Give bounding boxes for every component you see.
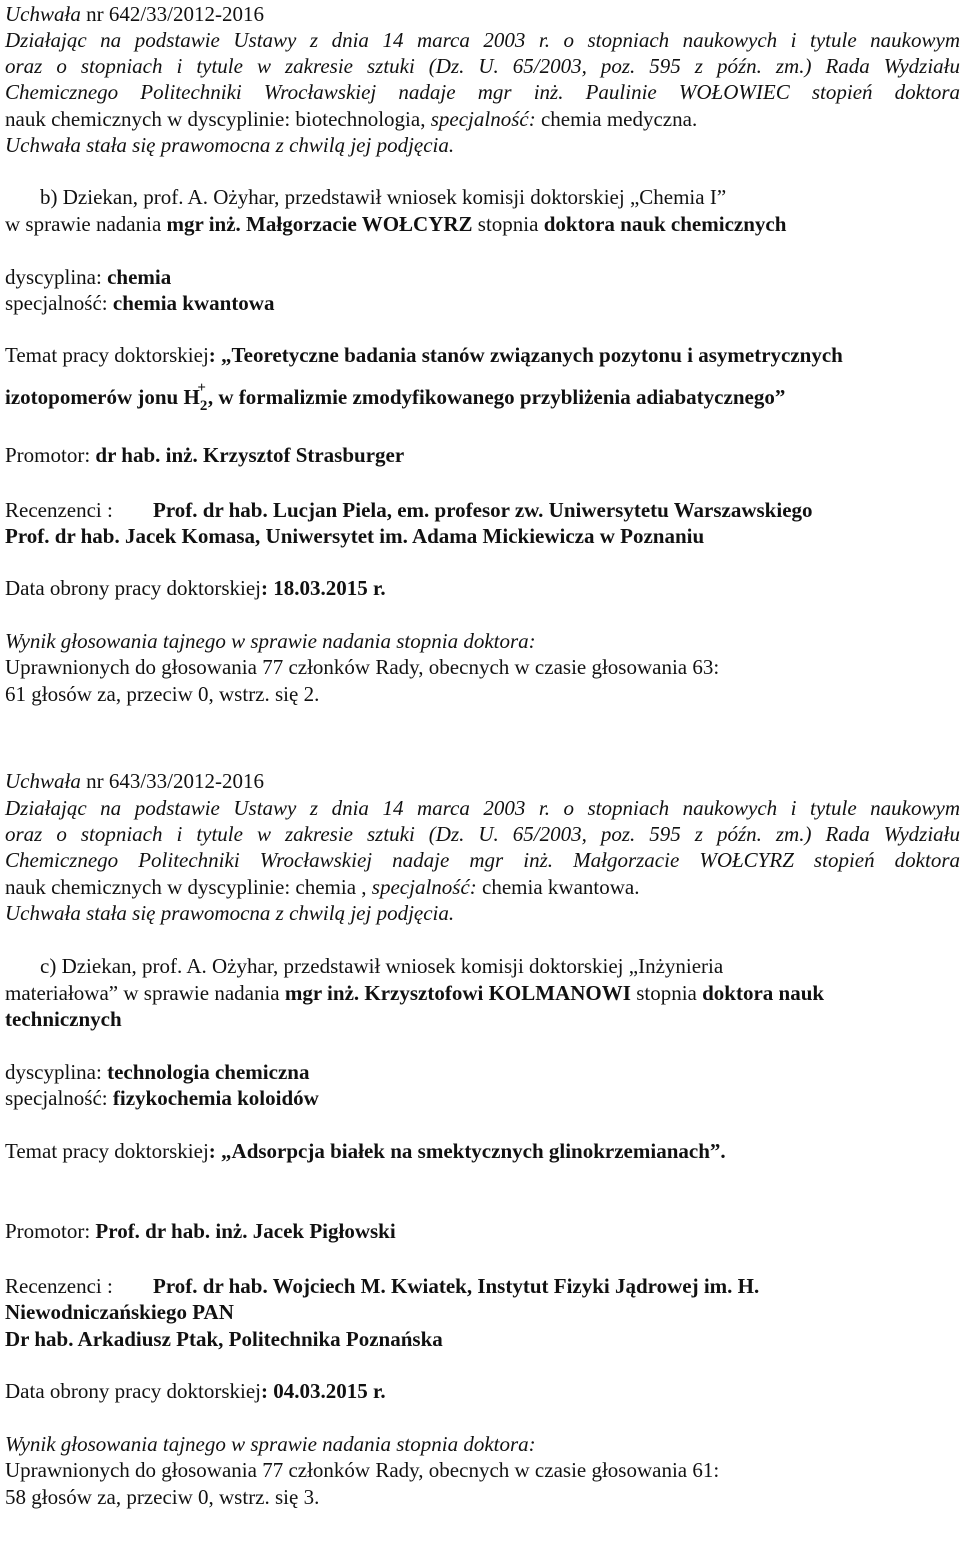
specialty: specjalność: fizykochemia koloidów (5, 1086, 319, 1110)
resolution-642-validity: Uchwała stała się prawomocna z chwilą jej podjęcia. (5, 133, 455, 157)
motion-b-line-2: w sprawie nadania mgr inż. Małgorzacie WOŁCYRZ stopnia doktora nauk chemicznych (5, 212, 787, 236)
thesis-topic-line-2: izotopomerów jonu $H_2^+$, w formalizmie zmodyfikowanego przybliżenia adiabatycznego” (5, 380, 786, 414)
vote-line-2: 61 głosów za, przeciw 0, wstrz. się 2. (5, 682, 320, 706)
motion-c-line-2: materiałowa” w sprawie nadania mgr inż. Krzysztofowi KOLMANOWI stopnia doktora nauk (5, 981, 825, 1005)
promoter: Promotor: dr hab. inż. Krzysztof Strasburger (5, 443, 405, 467)
resolution-642-line-4: nauk chemicznych w dyscyplinie: biotechnologia, specjalność: chemia medyczna. (5, 107, 698, 131)
vote-title: Wynik głosowania tajnego w sprawie nadania stopnia doktora: (5, 1432, 536, 1456)
vote-title: Wynik głosowania tajnego w sprawie nadania stopnia doktora: (5, 629, 536, 653)
resolution-643-validity: Uchwała stała się prawomocna z chwilą jej podjęcia. (5, 901, 455, 925)
discipline: dyscyplina: chemia (5, 265, 172, 289)
motion-b-line-1: b) Dziekan, prof. A. Ożyhar, przedstawił wniosek komisji doktorskiej „Chemia I” (40, 185, 727, 209)
reviewers-line-1-cont: Niewodniczańskiego PAN (5, 1300, 234, 1324)
resolution-642-line-1: Działając na podstawie Ustawy z dnia 14 marca 2003 r. o stopniach naukowych i tytule naukowym (5, 28, 960, 52)
defense-date: Data obrony pracy doktorskiej: 18.03.2015 r. (5, 576, 386, 600)
vote-line-2: 58 głosów za, przeciw 0, wstrz. się 3. (5, 1485, 320, 1509)
reviewers-line-1: Recenzenci : Prof. dr hab. Wojciech M. Kwiatek, Instytut Fizyki Jądrowej im. H. (5, 1274, 760, 1298)
resolution-number: nr 643/33/2012-2016 (80, 769, 264, 793)
resolution-643-title (5, 768, 264, 794)
defense-date: Data obrony pracy doktorskiej: 04.03.2015 r. (5, 1379, 386, 1403)
reviewers-line-2: Prof. dr hab. Jacek Komasa, Uniwersytet im. Adama Mickiewicza w Poznaniu (5, 524, 705, 548)
resolution-642-title (5, 1, 264, 27)
resolution-word: Uchwała (5, 769, 81, 793)
thesis-topic-line-1: Temat pracy doktorskiej: „Teoretyczne badania stanów związanych pozytonu i asymetrycznych (5, 343, 843, 367)
thesis-topic: Temat pracy doktorskiej: „Adsorpcja białek na smektycznych glinokrzemianach”. (5, 1139, 726, 1163)
vote-line-1: Uprawnionych do głosowania 77 członków Rady, obecnych w czasie głosowania 61: (5, 1458, 720, 1482)
discipline: dyscyplina: technologia chemiczna (5, 1060, 310, 1084)
motion-c-line-3: technicznych (5, 1007, 122, 1031)
motion-c-line-1: c) Dziekan, prof. A. Ożyhar, przedstawił wniosek komisji doktorskiej „Inżynieria (40, 954, 724, 978)
resolution-642-line-3: Chemicznego Politechniki Wrocławskiej nadaje mgr inż. Paulinie WOŁOWIEC stopień doktora (5, 80, 960, 104)
resolution-number: nr 642/33/2012-2016 (80, 2, 264, 26)
resolution-643-line-1: Działając na podstawie Ustawy z dnia 14 marca 2003 r. o stopniach naukowych i tytule naukowym (5, 796, 960, 820)
resolution-643-line-4: nauk chemicznych w dyscyplinie: chemia , specjalność: chemia kwantowa. (5, 875, 640, 899)
reviewers-line-1: Recenzenci : Prof. dr hab. Lucjan Piela, em. profesor zw. Uniwersytetu Warszawskiego (5, 498, 813, 522)
specialty: specjalność: chemia kwantowa (5, 291, 275, 315)
resolution-word: Uchwała (5, 2, 81, 26)
vote-line-1: Uprawnionych do głosowania 77 członków Rady, obecnych w czasie głosowania 63: (5, 655, 720, 679)
resolution-643-line-3: Chemicznego Politechniki Wrocławskiej nadaje mgr inż. Małgorzacie WOŁCYRZ stopień doktora (5, 848, 960, 872)
reviewers-line-2: Dr hab. Arkadiusz Ptak, Politechnika Poznańska (5, 1327, 443, 1351)
resolution-643-line-2: oraz o stopniach i tytule w zakresie sztuki (Dz. U. 65/2003, poz. 595 z późn. zm.) Rada Wydziału (5, 822, 960, 846)
resolution-642-line-2: oraz o stopniach i tytule w zakresie sztuki (Dz. U. 65/2003, poz. 595 z późn. zm.) Rada Wydziału (5, 54, 960, 78)
promoter: Promotor: Prof. dr hab. inż. Jacek Pigłowski (5, 1219, 396, 1243)
